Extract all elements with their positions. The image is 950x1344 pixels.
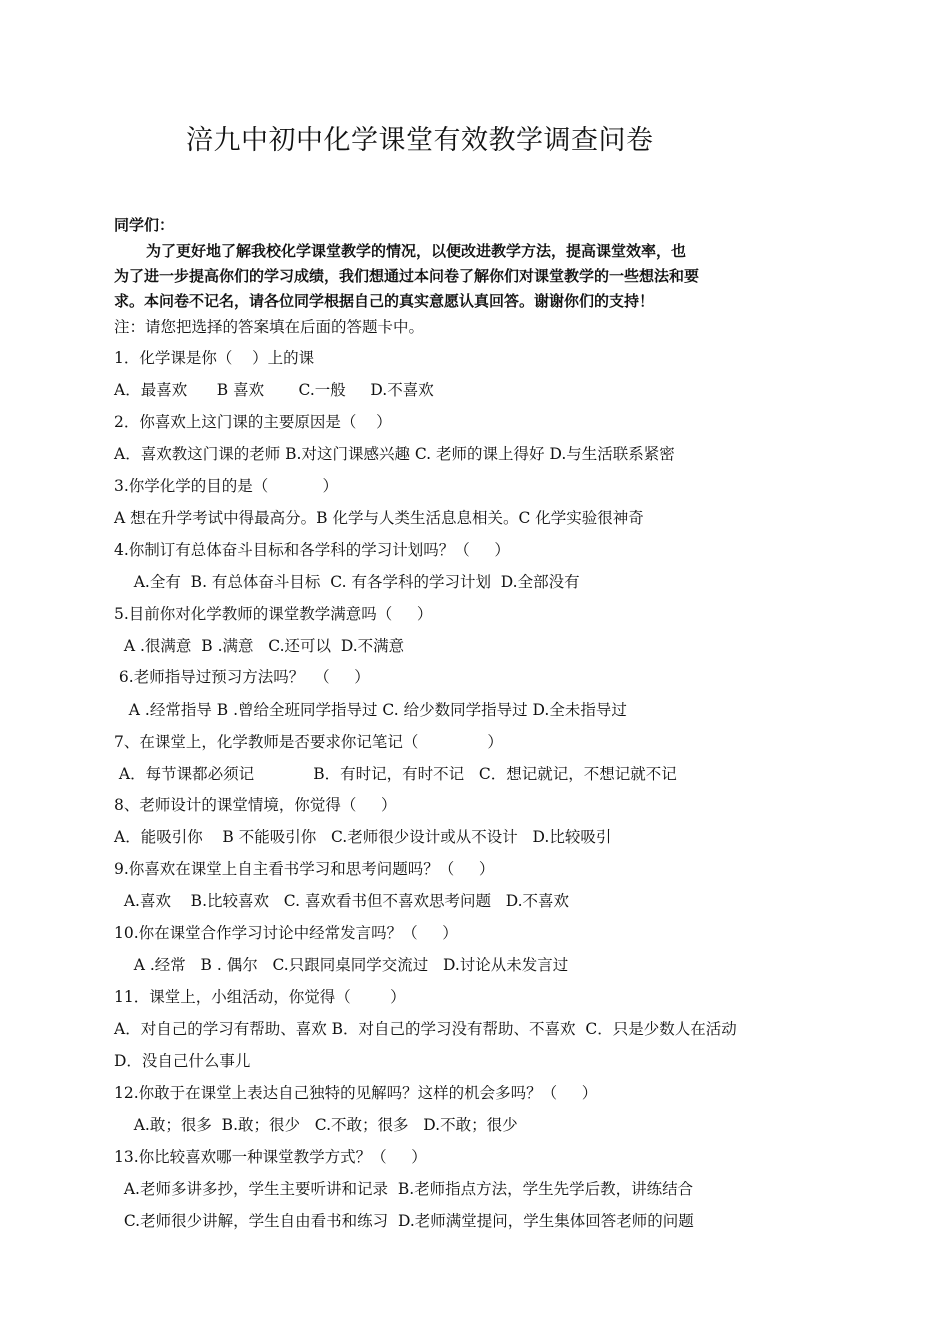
question-line: 6.老师指导过预习方法吗？ （ ）: [114, 668, 370, 686]
question-line: 11．课堂上，小组活动，你觉得（ ）: [114, 988, 406, 1006]
question-line: 13.你比较喜欢哪一种课堂教学方式？（ ）: [114, 1148, 427, 1166]
option-line: A.敢；很多 B.敢；很少 C.不敢；很多 D.不敢；很少: [114, 1116, 518, 1134]
question-line: 4.你制订有总体奋斗目标和各学科的学习计划吗？（ ）: [114, 541, 510, 559]
option-line: A．能吸引你 B 不能吸引你 C.老师很少设计或从不设计 D.比较吸引: [114, 828, 612, 846]
question-line: 8、老师设计的课堂情境，你觉得（ ）: [114, 796, 397, 814]
note: 注：请您把选择的答案填在后面的答题卡中。: [114, 318, 425, 336]
option-line: A .很满意 B .满意 C.还可以 D.不满意: [114, 637, 405, 655]
option-line: A．对自己的学习有帮助、喜欢 B．对自己的学习没有帮助、不喜欢 C．只是少数人在活动: [114, 1020, 737, 1038]
intro-line: 为了更好地了解我校化学课堂教学的情况，以便改进教学方法，提高课堂效率，也: [146, 242, 687, 260]
intro-line: 为了进一步提高你们的学习成绩，我们想通过本问卷了解你们对课堂教学的一些想法和要: [114, 267, 700, 285]
question-line: 10.你在课堂合作学习讨论中经常发言吗？（ ）: [114, 924, 458, 942]
option-line: A．最喜欢 B 喜欢 C.一般 D.不喜欢: [114, 381, 434, 399]
page-title: 涪九中初中化学课堂有效教学调查问卷: [186, 125, 654, 156]
greeting: 同学们：: [114, 216, 175, 234]
question-line: 7、在课堂上，化学教师是否要求你记笔记（ ）: [114, 733, 503, 751]
option-line: A .经常 B . 偶尔 C.只跟同桌同学交流过 D.讨论从未发言过: [114, 956, 569, 974]
option-line: A.老师多讲多抄，学生主要听讲和记录 B.老师指点方法，学生先学后教，讲练结合: [114, 1180, 694, 1198]
intro-line: 求。本问卷不记名，请各位同学根据自己的真实意愿认真回答。谢谢你们的支持！: [114, 292, 655, 310]
option-line: A.全有 B. 有总体奋斗目标 C. 有各学科的学习计划 D.全部没有: [114, 573, 580, 591]
question-line: 12.你敢于在课堂上表达自己独特的见解吗？这样的机会多吗？（ ）: [114, 1084, 598, 1102]
option-line: A 想在升学考试中得最高分。B 化学与人类生活息息相关。C 化学实验很神奇: [114, 509, 644, 527]
question-line: 3.你学化学的目的是（ ）: [114, 477, 338, 495]
option-line: A．喜欢教这门课的老师 B.对这门课感兴趣 C. 老师的课上得好 D.与生活联系紧密: [114, 445, 675, 463]
question-line: 5.目前你对化学教师的课堂教学满意吗（ ）: [114, 605, 433, 623]
option-line: A．每节课都必须记 B．有时记，有时不记 C．想记就记，不想记就不记: [114, 765, 677, 783]
question-line: 2．你喜欢上这门课的主要原因是（ ）: [114, 413, 392, 431]
option-line: A.喜欢 B.比较喜欢 C. 喜欢看书但不喜欢思考问题 D.不喜欢: [114, 892, 570, 910]
question-line: 1．化学课是你（ ）上的课: [114, 349, 315, 367]
option-line: D．没自己什么事儿: [114, 1052, 251, 1070]
question-line: 9.你喜欢在课堂上自主看书学习和思考问题吗？（ ）: [114, 860, 495, 878]
option-line: C.老师很少讲解，学生自由看书和练习 D.老师满堂提问，学生集体回答老师的问题: [114, 1212, 694, 1230]
option-line: A .经常指导 B .曾给全班同学指导过 C. 给少数同学指导过 D.全未指导过: [114, 701, 627, 719]
